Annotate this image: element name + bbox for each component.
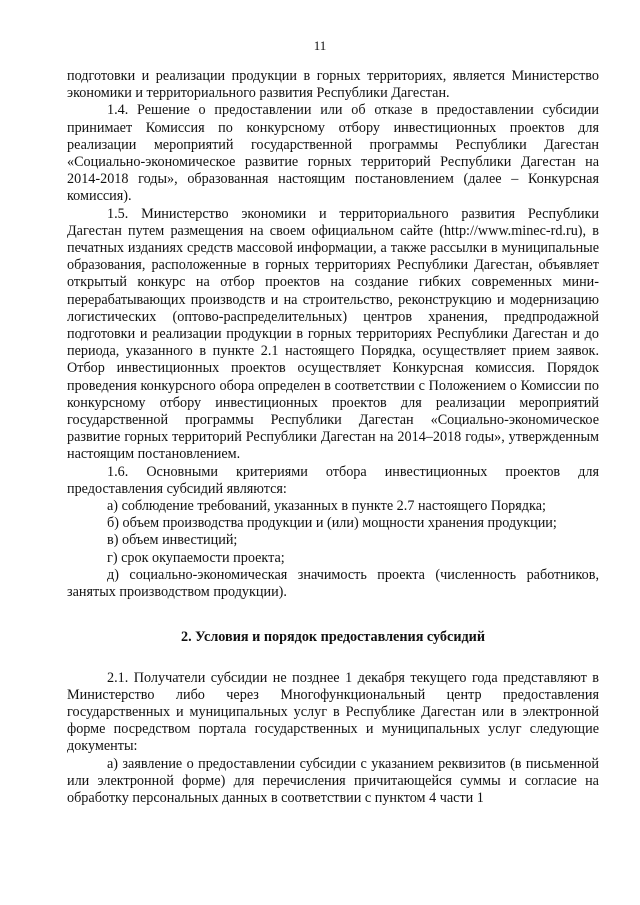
- criteria-item-v: в) объем инвестиций;: [107, 532, 238, 549]
- document-body: [67, 68, 599, 807]
- paragraph-1-4: 1.4. Решение о предоставлении или об отказе в предоставлении субсидии принимает Комиссия по конкурсному отбору инвестиционных проектов для реализации мероприятий государственной программы Республики Дагестан «Социально-экономическое развитие горных территорий Республики Дагестан на 2014-2018 годы», образованная настоящим постановлением (далее – Конкурсная комиссия).: [67, 102, 599, 205]
- criteria-item-g: г) срок окупаемости проекта;: [107, 549, 285, 566]
- paragraph-continuation: подготовки и реализации продукции в горных территориях, является Министерство экономики и территориального развития Республики Дагестан.: [67, 68, 599, 102]
- page-number: 11: [313, 38, 327, 53]
- paragraph-2-1: 2.1. Получатели субсидии не позднее 1 декабря текущего года представляют в Министерство либо через Многофункциональный центр предоставления государственных и муниципальных услуг в Республике Дагестан или в электронной форме посредством портала государственных и муниципальных услуг следующие документы:: [67, 669, 599, 755]
- criteria-item-b: б) объем производства продукции и (или) мощности хранения продукции;: [107, 515, 557, 532]
- criteria-item-a: а) соблюдение требований, указанных в пункте 2.7 настоящего Порядка;: [107, 498, 546, 515]
- criteria-item-d: д) социально-экономическая значимость проекта (численность работников, занятых производством продукции).: [67, 566, 599, 601]
- paragraph-1-5: 1.5. Министерство экономики и территориального развития Республики Дагестан путем размещения на своем официальном сайте (http://www.minec-rd.ru), в печатных изданиях средств массовой информации, а также рассылки в муниципальные образования, расположенные в горных территориях Республики Дагестан, объявляет открытый конкурс на отбор проектов на создание гибких современных мини-перерабатывающих производств и на строительство, реконструкцию и модернизацию логистических (оптово-распределительных) центров хранения, предпродажной подготовки и реализации продукции в горных территориях Республики Дагестан и до периода, указанного в пункте 2.1 настоящего Порядка, осуществляет прием заявок. Отбор инвестиционных проектов осуществляет Конкурсная комиссия. Порядок проведения конкурсного обора определен в соответствии с Положением о Комиссии по конкурсному отбору инвестиционных проектов для реализации мероприятий государственной программы Республики Дагестан «Социально-экономическое развитие горных территорий Республики Дагестан на 2014–2018 годы», утвержденным настоящим постановлением.: [67, 205, 599, 463]
- paragraph-1-6: 1.6. Основными критериями отбора инвестиционных проектов для предоставления субсидий являются:: [67, 463, 599, 497]
- paragraph-2-1-a: а) заявление о предоставлении субсидии с указанием реквизитов (в письменной или электронной форме) для перечисления причитающейся суммы и согласие на обработку персональных данных в соответствии с пунктом 4 части 1: [67, 755, 599, 806]
- section-heading: 2. Условия и порядок предоставления субсидий: [180, 629, 486, 646]
